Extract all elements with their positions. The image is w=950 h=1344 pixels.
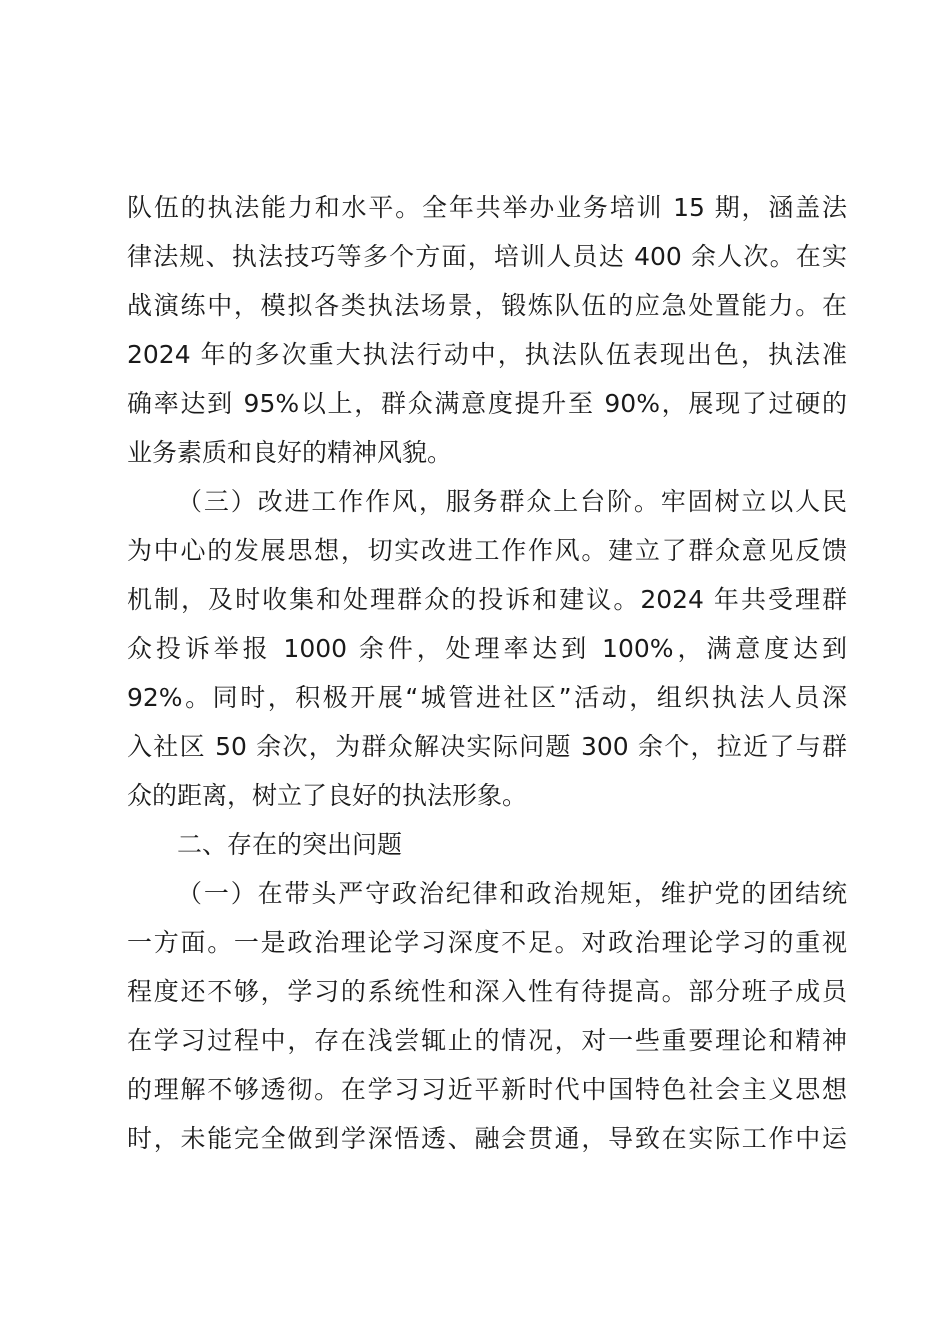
text-line: 众的距离，树立了良好的执法形象。: [127, 781, 528, 810]
text-line: 的理解不够透彻。在学习习近平新时代中国特色社会主义思想: [127, 1075, 847, 1104]
text-line: 律法规、执法技巧等多个方面，培训人员达 400 余人次。在实: [127, 242, 847, 271]
text-line: 众投诉举报 1000 余件，处理率达到 100%，满意度达到: [127, 634, 847, 663]
text-line: 业务素质和良好的精神风貌。: [127, 438, 453, 467]
text-line: 程度还不够，学习的系统性和深入性有待提高。部分班子成员: [127, 977, 847, 1006]
document-body: [127, 183, 847, 1163]
text-line: 确率达到 95%以上，群众满意度提升至 90%，展现了过硬的: [127, 389, 847, 418]
text-line: 为中心的发展思想，切实改进工作作风。建立了群众意见反馈: [127, 536, 847, 565]
paragraph-heading-one: （一）在带头严守政治纪律和政治规矩，维护党的团结统: [177, 879, 847, 908]
text-line: 一方面。一是政治理论学习深度不足。对政治理论学习的重视: [127, 928, 847, 957]
paragraph-heading-three: （三）改进工作作风，服务群众上台阶。牢固树立以人民: [177, 487, 847, 516]
text-line: 2024 年的多次重大执法行动中，执法队伍表现出色，执法准: [127, 340, 847, 369]
text-line: 92%。同时，积极开展“城管进社区”活动，组织执法人员深: [127, 683, 847, 712]
text-line: 机制，及时收集和处理群众的投诉和建议。2024 年共受理群: [127, 585, 847, 614]
text-line: 在学习过程中，存在浅尝辄止的情况，对一些重要理论和精神: [127, 1026, 847, 1055]
text-line: 战演练中，模拟各类执法场景，锻炼队伍的应急处置能力。在: [127, 291, 847, 320]
text-line: 队伍的执法能力和水平。全年共举办业务培训 15 期，涵盖法: [127, 193, 847, 222]
text-line: 时，未能完全做到学深悟透、融会贯通，导致在实际工作中运: [127, 1124, 847, 1153]
text-line: 入社区 50 余次，为群众解决实际问题 300 余个，拉近了与群: [127, 732, 847, 761]
section-heading: 二、存在的突出问题: [177, 830, 403, 859]
